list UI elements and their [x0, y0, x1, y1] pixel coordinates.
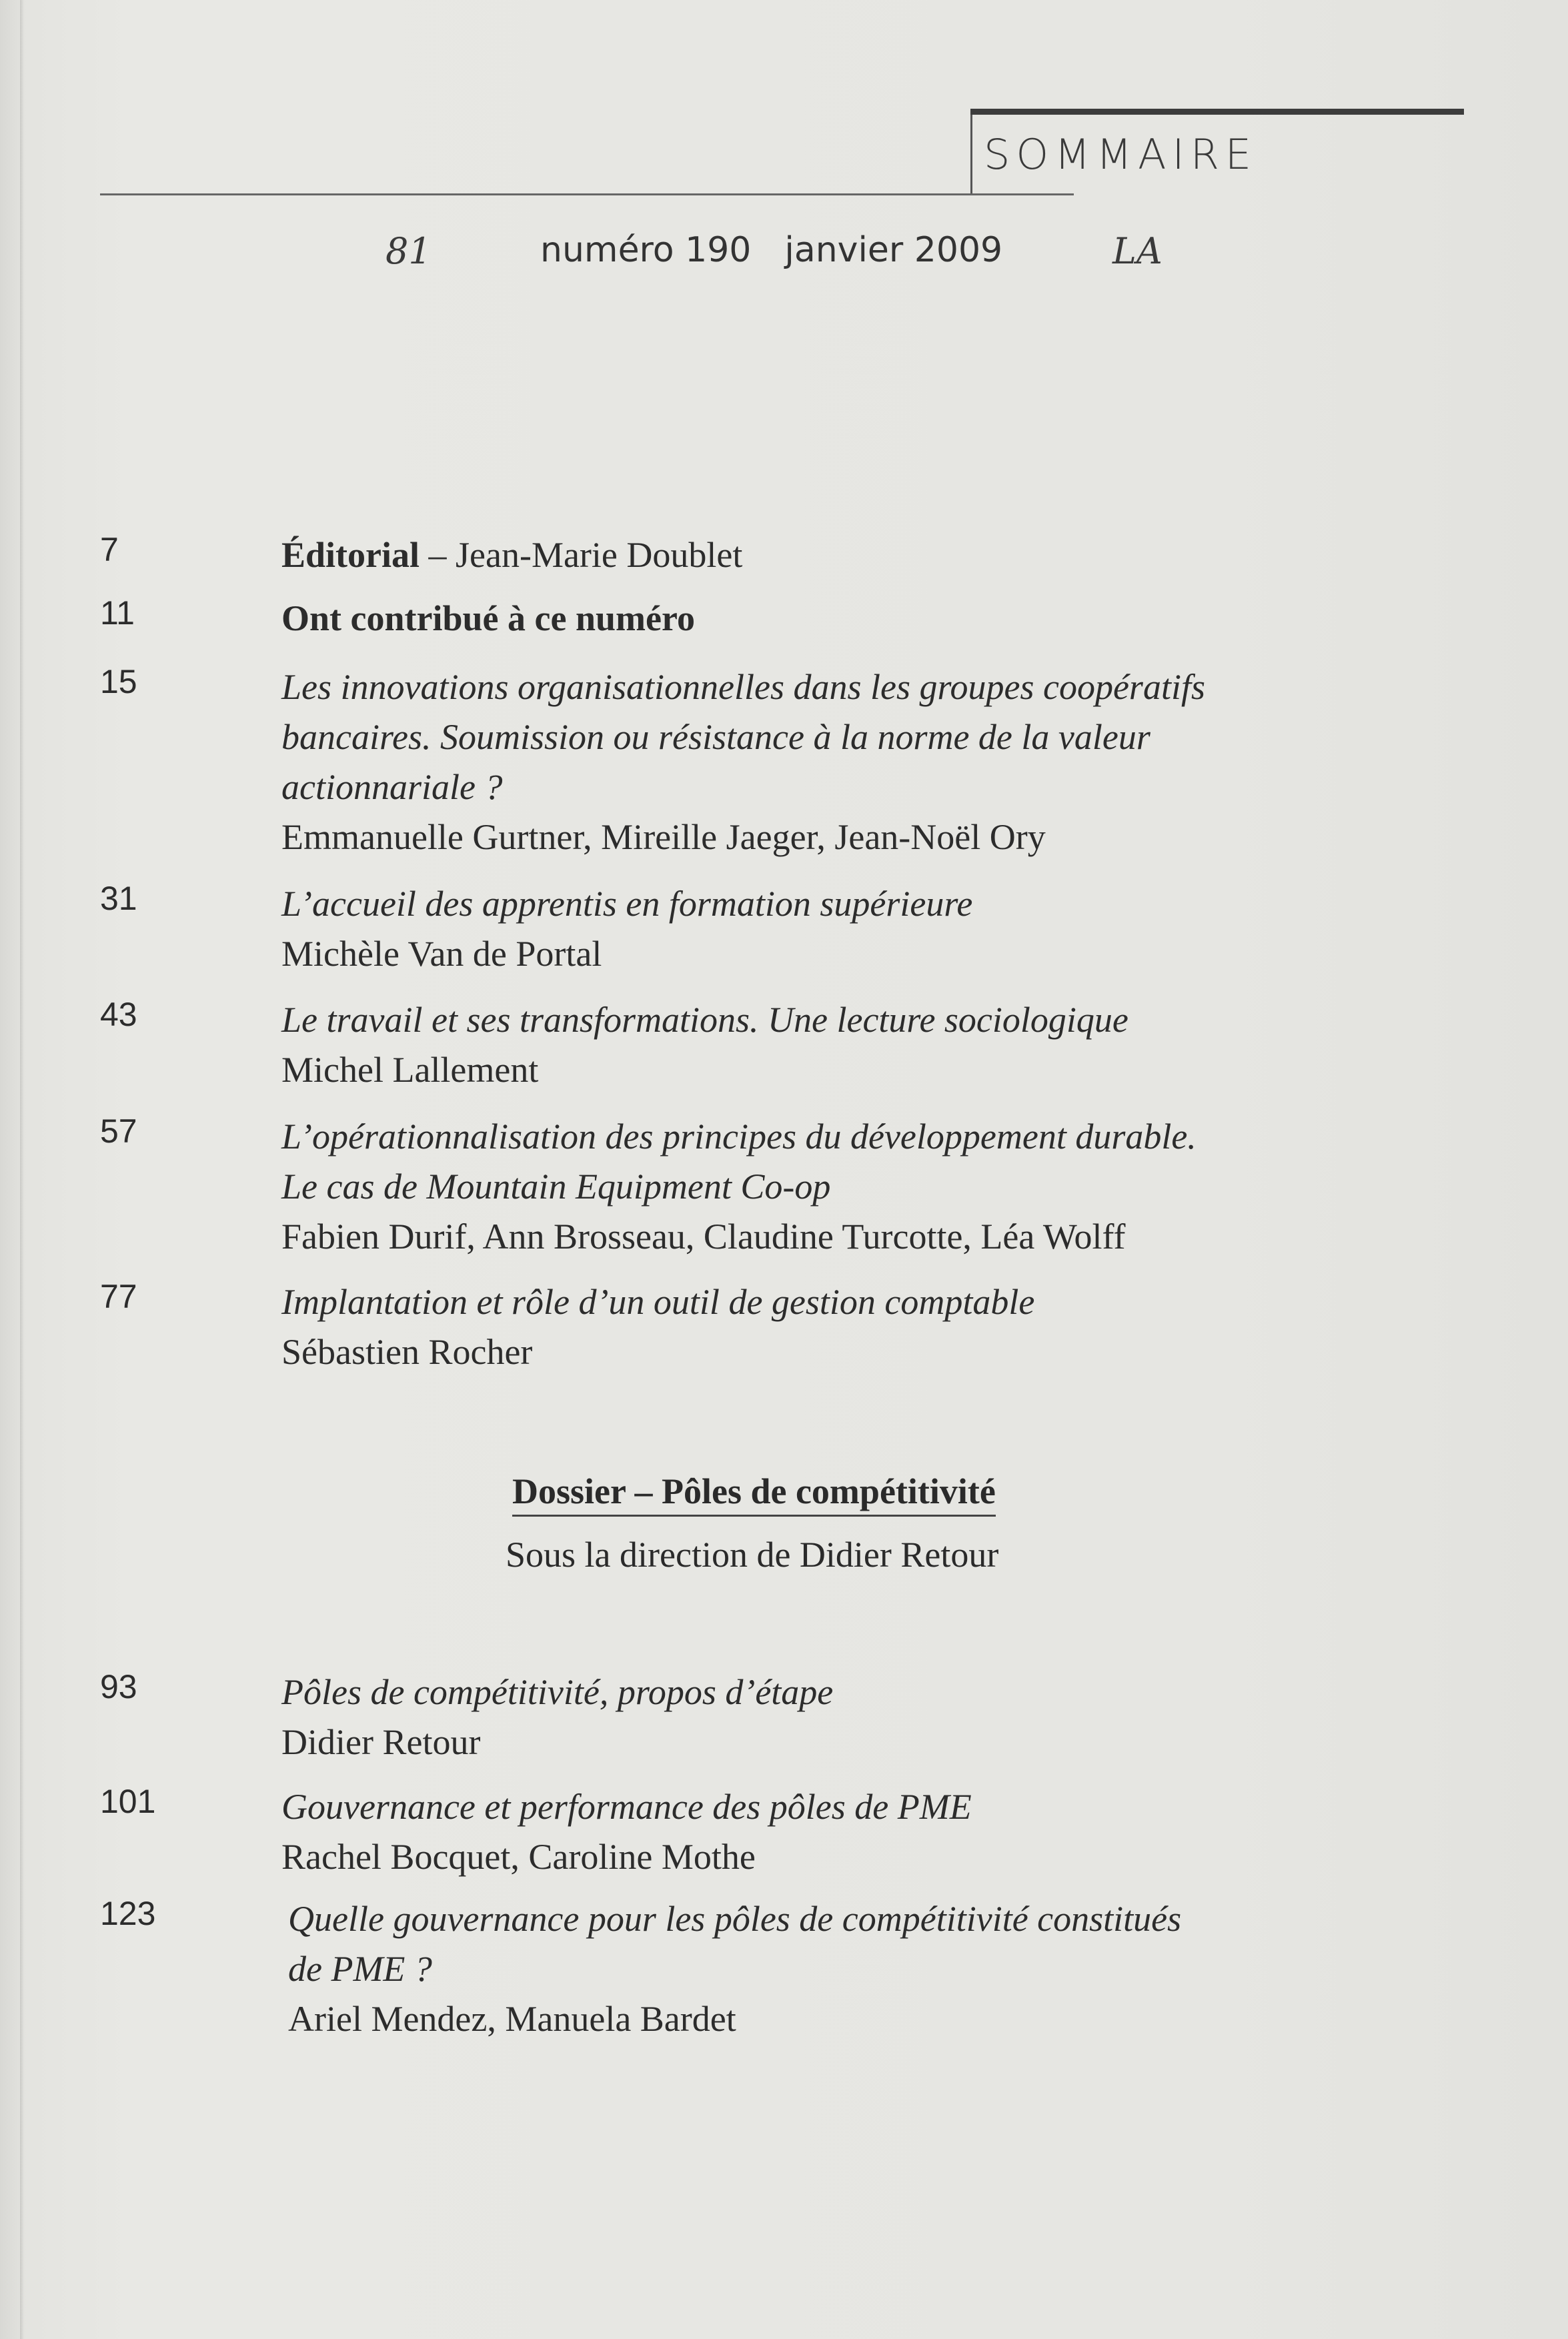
entry-body — [281, 995, 1429, 1095]
entry-body — [281, 879, 1429, 979]
dossier-title: Dossier – Pôles de compétitivité — [512, 1471, 996, 1517]
entry-authors: Ariel Mendez, Manuela Bardet — [288, 1999, 736, 2039]
section-label: SOMMAIRE — [984, 130, 1258, 179]
header-rule-thin — [100, 193, 1074, 195]
entry-title-line: Le travail et ses transformations. Une lecture sociologique — [281, 1000, 1128, 1040]
entry-authors: Michèle Van de Portal — [281, 934, 602, 974]
page-number: 7 — [100, 531, 119, 568]
entry-title-line: L’accueil des apprentis en formation supérieure — [281, 884, 973, 924]
entry-title-line: Les innovations organisationnelles dans les groupes coopératifs — [281, 667, 1205, 707]
entry-authors: Emmanuelle Gurtner, Mireille Jaeger, Jean-Noël Ory — [281, 817, 1046, 857]
entry-authors: Sébastien Rocher — [281, 1332, 533, 1372]
entry-body — [281, 1112, 1429, 1262]
entry-body — [281, 530, 1429, 580]
page-number: 31 — [100, 880, 137, 917]
page-number: 123 — [100, 1895, 156, 1932]
entry-title-line: L’opérationnalisation des principes du développement durable. — [281, 1116, 1197, 1156]
entry-body — [281, 662, 1429, 862]
entry-title-line: Quelle gouvernance pour les pôles de compétitivité constitués — [288, 1899, 1182, 1939]
entry-title: Éditorial — [281, 535, 420, 575]
issue-line — [540, 230, 1002, 270]
entry-body — [281, 1667, 1429, 1767]
entry-authors: Didier Retour — [281, 1722, 481, 1762]
page-number: 57 — [100, 1112, 137, 1150]
binding-edge — [20, 0, 24, 2339]
entry-authors: Michel Lallement — [281, 1050, 539, 1090]
entry-authors: Fabien Durif, Ann Brosseau, Claudine Turcotte, Léa Wolff — [281, 1217, 1126, 1257]
page-number: 11 — [100, 594, 135, 632]
issue-number: numéro 190 — [540, 230, 752, 270]
entry-body — [281, 594, 1429, 644]
entry-title-line: bancaires. Soumission ou résistance à la norme de la valeur — [281, 717, 1150, 757]
handwritten-mark-right: LA — [1112, 230, 1162, 272]
entry-title: Ont contribué à ce numéro — [281, 598, 695, 638]
entry-title-line: actionnariale ? — [281, 767, 503, 807]
page-number: 101 — [100, 1783, 156, 1820]
page-number: 77 — [100, 1278, 137, 1315]
entry-title-line: Pôles de compétitivité, propos d’étape — [281, 1672, 834, 1712]
entry-title-line: Gouvernance et performance des pôles de PME — [281, 1787, 972, 1827]
header-rule-vertical — [970, 115, 972, 193]
entry-authors: Rachel Bocquet, Caroline Mothe — [281, 1837, 756, 1877]
dossier-subtitle: Sous la direction de Didier Retour — [506, 1535, 999, 1575]
entry-body — [281, 1277, 1429, 1377]
issue-date: janvier 2009 — [784, 230, 1003, 270]
handwritten-mark-left: 81 — [385, 230, 432, 272]
page-number: 93 — [100, 1668, 137, 1705]
entry-title-line: Le cas de Mountain Equipment Co-op — [281, 1166, 831, 1207]
entry-title-line: de PME ? — [288, 1949, 432, 1989]
header-rule-thick — [970, 109, 1464, 115]
page-number: 43 — [100, 996, 137, 1033]
entry-title-line: Implantation et rôle d’un outil de gestion comptable — [281, 1282, 1035, 1322]
entry-author: – Jean-Marie Doublet — [420, 535, 743, 575]
entry-body — [288, 1894, 1435, 2044]
page-number: 15 — [100, 663, 137, 700]
entry-body — [281, 1782, 1429, 1882]
